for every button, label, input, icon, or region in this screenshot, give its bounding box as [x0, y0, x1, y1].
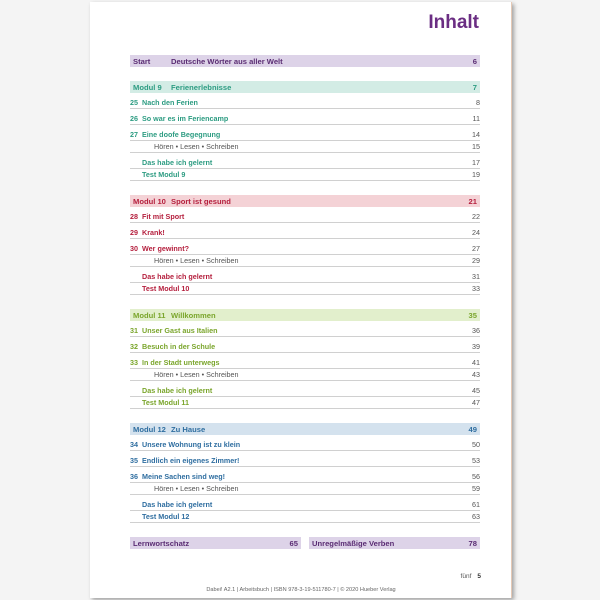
appendix-row: [130, 537, 480, 549]
irregular-verbs-entry[interactable]: [309, 537, 480, 549]
lesson-title: Eine doofe Begegnung: [142, 130, 221, 139]
irregular-verbs-title: Unregelmäßige Verben: [312, 538, 395, 548]
lesson-number: 31: [130, 326, 138, 335]
skills-label: Hören • Lesen • Schreiben: [154, 370, 239, 379]
lesson-27-skills[interactable]: [130, 141, 480, 153]
start-header[interactable]: [130, 55, 480, 67]
irregular-verbs-page: 78: [468, 538, 477, 548]
lesson-title: Endlich ein eigenes Zimmer!: [142, 456, 240, 465]
module-12-header[interactable]: [130, 423, 480, 435]
lesson-page: 8: [476, 98, 480, 107]
lesson-35[interactable]: [130, 455, 480, 467]
lesson-25[interactable]: [130, 97, 480, 109]
lesson-number: 25: [130, 98, 138, 107]
lesson-number: 35: [130, 456, 138, 465]
skills-page: 59: [472, 484, 480, 493]
test-title: Test Modul 9: [142, 170, 186, 179]
summary-title: Das habe ich gelernt: [142, 386, 213, 395]
module-label: Modul 9: [133, 82, 162, 92]
module-11-header[interactable]: [130, 309, 480, 321]
imprint-line: Dabei! A2.1 | Arbeitsbuch | ISBN 978-3-19-511780-7 | © 2020 Hueber Verlag: [206, 587, 396, 593]
lesson-number: 36: [130, 472, 138, 481]
lesson-page: 50: [472, 440, 480, 449]
page-number: [461, 573, 481, 580]
lesson-title: Fit mit Sport: [142, 212, 185, 221]
skills-label: Hören • Lesen • Schreiben: [154, 484, 239, 493]
start-label: Start: [133, 56, 151, 66]
lesson-26[interactable]: [130, 113, 480, 125]
lesson-page: 22: [472, 212, 480, 221]
lesson-number: 32: [130, 342, 138, 351]
lesson-30-skills[interactable]: [130, 255, 480, 267]
skills-page: 15: [472, 142, 480, 151]
test-title: Test Modul 11: [142, 398, 189, 407]
summary-module-9[interactable]: [130, 157, 480, 169]
start-page: 6: [472, 56, 477, 66]
summary-title: Das habe ich gelernt: [142, 158, 213, 167]
lesson-page: 11: [472, 114, 480, 123]
lesson-36-skills[interactable]: [130, 483, 480, 495]
module-label: Modul 10: [133, 196, 166, 206]
lesson-32[interactable]: [130, 341, 480, 353]
test-module-10[interactable]: [130, 283, 480, 295]
vocabulary-entry[interactable]: [130, 537, 301, 549]
module-title: Sport ist gesund: [171, 196, 231, 206]
lesson-number: 33: [130, 358, 138, 367]
lesson-page: 56: [472, 472, 480, 481]
lesson-page: 36: [472, 326, 480, 335]
module-label: Modul 12: [133, 424, 166, 434]
module-title: Willkommen: [171, 310, 216, 320]
test-page: 33: [472, 284, 480, 293]
lesson-29[interactable]: [130, 227, 480, 239]
module-page: 35: [468, 310, 477, 320]
skills-label: Hören • Lesen • Schreiben: [154, 256, 239, 265]
lesson-page: 24: [472, 228, 480, 237]
module-page: 21: [468, 196, 477, 206]
summary-title: Das habe ich gelernt: [142, 272, 213, 281]
lesson-number: 27: [130, 130, 138, 139]
lesson-page: 14: [472, 130, 480, 139]
lesson-title: Unser Gast aus Italien: [142, 326, 218, 335]
vocabulary-page: 65: [289, 538, 298, 548]
lesson-title: Besuch in der Schule: [142, 342, 216, 351]
lesson-31[interactable]: [130, 325, 480, 337]
lesson-title: Wer gewinnt?: [142, 244, 189, 253]
summary-module-10[interactable]: [130, 271, 480, 283]
summary-title: Das habe ich gelernt: [142, 500, 213, 509]
lesson-number: 28: [130, 212, 138, 221]
lesson-page: 39: [472, 342, 480, 351]
table-of-contents: [130, 55, 480, 549]
lesson-33[interactable]: [130, 357, 480, 369]
page-title: Inhalt: [428, 12, 479, 33]
lesson-number: 29: [130, 228, 138, 237]
skills-page: 29: [472, 256, 480, 265]
lesson-28[interactable]: [130, 211, 480, 223]
lesson-title: Krank!: [142, 228, 165, 237]
lesson-page: 41: [472, 358, 480, 367]
test-page: 19: [472, 170, 480, 179]
lesson-number: 34: [130, 440, 138, 449]
module-page: 7: [472, 82, 477, 92]
test-title: Test Modul 10: [142, 284, 190, 293]
lesson-number: 30: [130, 244, 138, 253]
book-page: [90, 2, 512, 598]
module-title: Zu Hause: [171, 424, 206, 434]
test-module-11[interactable]: [130, 397, 480, 409]
page-number-digit: 5: [477, 573, 481, 580]
test-module-9[interactable]: [130, 169, 480, 181]
vocabulary-title: Lernwortschatz: [133, 538, 190, 548]
start-title: Deutsche Wörter aus aller Welt: [171, 56, 283, 66]
lesson-title: Meine Sachen sind weg!: [142, 472, 226, 481]
summary-page: 31: [472, 272, 480, 281]
summary-module-11[interactable]: [130, 385, 480, 397]
lesson-number: 26: [130, 114, 138, 123]
test-title: Test Modul 12: [142, 512, 190, 521]
summary-page: 61: [472, 500, 480, 509]
lesson-27[interactable]: [130, 129, 480, 141]
lesson-36[interactable]: [130, 471, 480, 483]
lesson-title: Nach den Ferien: [142, 98, 198, 107]
module-label: Modul 11: [133, 310, 166, 320]
lesson-title: Unsere Wohnung ist zu klein: [142, 440, 241, 449]
lesson-title: In der Stadt unterwegs: [142, 358, 220, 367]
module-9-header[interactable]: [130, 81, 480, 93]
summary-page: 17: [472, 158, 480, 167]
summary-page: 45: [472, 386, 480, 395]
lesson-page: 27: [472, 244, 480, 253]
lesson-34[interactable]: [130, 439, 480, 451]
module-10-header[interactable]: [130, 195, 480, 207]
lesson-page: 53: [472, 456, 480, 465]
module-page: 49: [468, 424, 477, 434]
skills-label: Hören • Lesen • Schreiben: [154, 142, 239, 151]
lesson-title: So war es im Feriencamp: [142, 114, 229, 123]
lesson-30[interactable]: [130, 243, 480, 255]
lesson-33-skills[interactable]: [130, 369, 480, 381]
test-page: 47: [472, 398, 480, 407]
page-number-word: fünf: [460, 573, 472, 580]
summary-module-12[interactable]: [130, 499, 480, 511]
test-page: 63: [472, 512, 480, 521]
skills-page: 43: [472, 370, 480, 379]
module-title: Ferienerlebnisse: [171, 82, 232, 92]
test-module-12[interactable]: [130, 511, 480, 523]
